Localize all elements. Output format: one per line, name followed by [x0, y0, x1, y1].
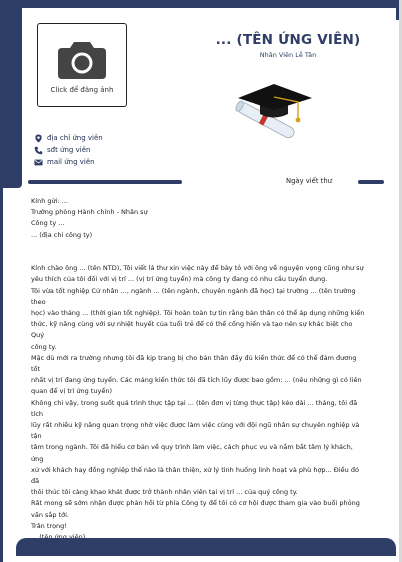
letter-line: nhất vị trí đang ứng tuyển. Các mảng kiến thức tôi đã tích lũy được bao gồm: ... (nêu những gì có liên — [31, 376, 362, 385]
email-icon — [34, 158, 43, 167]
divider-left — [28, 180, 182, 184]
letter-line: Mặc dù mới ra trường nhưng tôi đã kịp trang bị cho bản thân đầy đủ kiến thức để có thể đảm đương tốt — [31, 353, 357, 374]
letter-line: công ty. — [31, 342, 57, 351]
letter-line: xử với khách hay đồng nghiệp thế nào là thân thiện, xử lý tình huống linh hoạt và phù hợp... Điều đó đã — [31, 465, 359, 486]
letter-line: Tôi vừa tốt nghiệp Cử nhân ..., ngành ... (tên ngành, chuyên ngành đã học) tại trường ... (tên trường theo — [31, 286, 356, 306]
top-decor-strip — [0, 0, 402, 8]
applied-position: Nhân Viên Lễ Tân — [259, 51, 317, 59]
letter-line: yêu thích của tôi đối với vị trí ... (vị trí ứng tuyển) mà công ty đang có nhu cầu tuyển dụng. — [31, 275, 328, 284]
camera-icon — [57, 38, 107, 80]
photo-upload-box[interactable] — [37, 23, 127, 107]
letter-closing: Trân trọng! — [31, 521, 67, 530]
letter-line: quan để vị trí ứng tuyển) — [31, 387, 113, 396]
letter-date: Ngày viết thư — [286, 177, 332, 185]
recipient-address: ... (địa chỉ công ty) — [31, 230, 93, 239]
letter-line: vấn sắp tới. — [31, 510, 69, 519]
bottom-decor-bar — [16, 538, 396, 556]
email-text: mail ứng viên — [47, 158, 95, 166]
top-left-decor-bar — [0, 0, 22, 188]
address-text: địa chỉ ứng viên — [47, 134, 103, 142]
letter-line: học) vào tháng ... (thời gian tốt nghiệp). Tôi hoàn toàn tự tin rằng bản thân có thể áp dụng những kiến — [31, 309, 365, 317]
letter-line: Rất mong sẽ sớm nhận được phản hồi từ phía Công ty để tôi có cơ hội được tham gia vào buổi phỏng — [31, 499, 360, 508]
divider-right — [358, 180, 384, 184]
location-icon — [34, 134, 43, 143]
recipient-greeting: Kính gửi: ... — [31, 197, 68, 205]
photo-caption: Click để đăng ảnh — [50, 86, 114, 94]
letter-line: lũy rất nhiều kỹ năng quan trọng nhờ việc được làm việc cùng với đội ngũ nhân sự chuyên nghiệp và tận — [31, 421, 360, 441]
phone-text: sđt ứng viên — [47, 146, 91, 154]
recipient-company: Công ty ... — [31, 219, 65, 228]
letter-line: Không chỉ vậy, trong suốt quá trình thực tập tại ... (tên đơn vị từng thực tập) kéo dài ... tháng, tôi đã tích — [31, 398, 358, 418]
letter-body — [31, 196, 367, 543]
recipient-department: Trường phòng Hành chính - Nhân sự — [31, 208, 148, 217]
letter-line: Kính chào ông ... (tên NTD), Tôi viết lá thư xin việc này để bày tỏ với ông về nguyện vọng cũng như sự — [31, 264, 364, 273]
letter-line: tâm trong ngành. Tôi đã hiểu cơ bản về quy trình làm việc, cách phục vụ và nắm bắt tâm lý khách, ứng — [31, 443, 353, 463]
graduation-cap-icon — [226, 80, 318, 142]
phone-icon — [34, 146, 43, 155]
candidate-name: ... (TÊN ỨNG VIÊN) — [215, 32, 361, 48]
letter-line: thức, kỹ năng cùng với sự nhiệt huyết của tuổi trẻ để có thể cống hiến và tạo nên sự khác biệt cho Quý — [31, 320, 353, 340]
letter-line: thôi thúc tôi càng khao khát được trở thành nhân viên tại vị trí ... của quý công ty. — [31, 488, 298, 497]
